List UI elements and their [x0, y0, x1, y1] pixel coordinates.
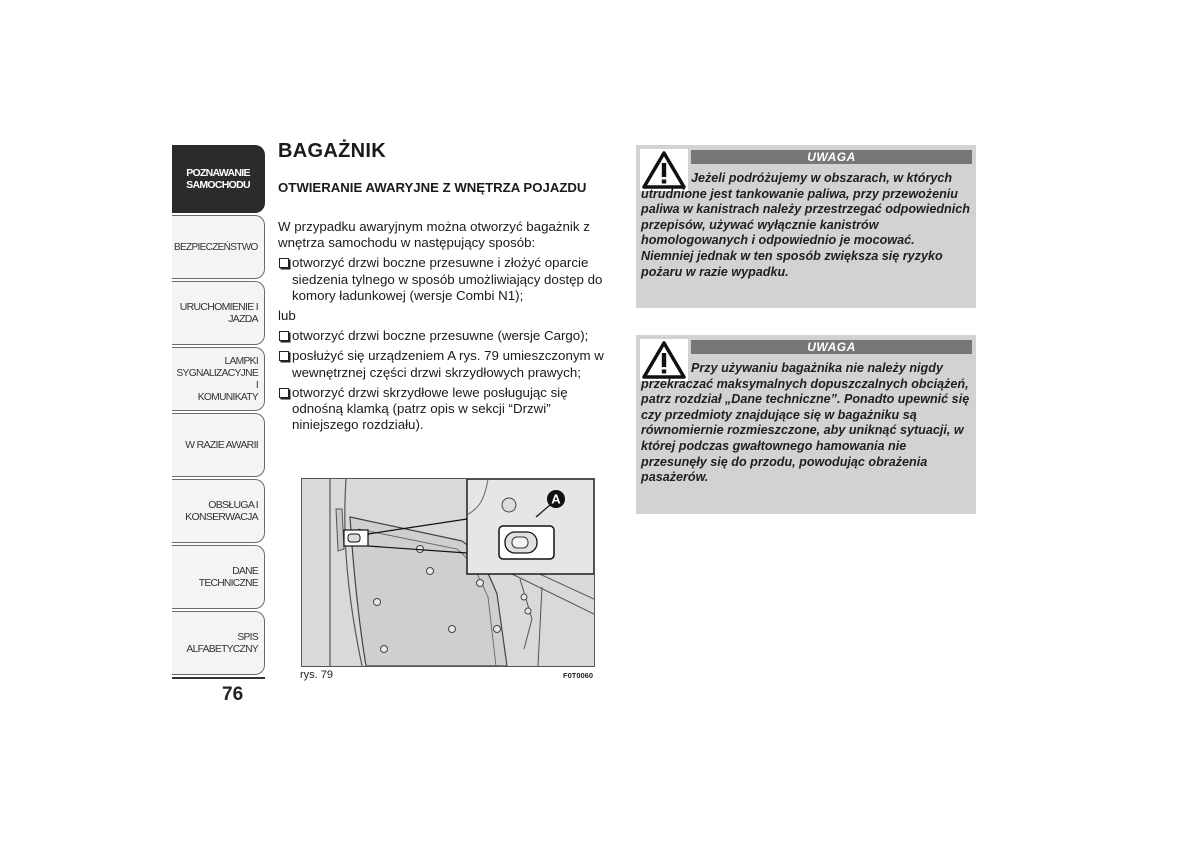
- tab-label: W RAZIE AWARII: [185, 439, 258, 451]
- tab-label: URUCHOMIENIE I JAZDA: [179, 301, 258, 325]
- tabs-bottom-rule: [172, 677, 265, 679]
- checkbox-bullet-icon: [279, 351, 289, 361]
- list-item-text: otworzyć drzwi skrzydłowe lewe posługując się odnośną klamką (patrz opis w sekcji “Drzwi” niniejszego rozdziału).: [292, 384, 568, 433]
- warning-title: UWAGA: [691, 150, 972, 164]
- tab-lampki-sygnalizacyjne[interactable]: [172, 347, 265, 411]
- tab-uruchomienie-i-jazda[interactable]: [172, 281, 265, 345]
- checkbox-bullet-icon: [279, 258, 289, 268]
- warning-text: Jeżeli podróżujemy w obszarach, w których utrudnione jest tankowanie paliwa, przy przewożeniu paliwa w kanistrach należy przestrzegać odpowiednich przepisów, używać wyłącznie kanistrów homologowanych i odpowiednio je mocować. Niemniej jednak w ten sposób zwiększa się ryzyko pożaru w razie wypadku.: [641, 171, 970, 279]
- chapter-tabs: [172, 145, 265, 677]
- tab-label: POZNAWANIE SAMOCHODU: [186, 167, 250, 191]
- list-item-text: otworzyć drzwi boczne przesuwne i złożyć oparcie siedzenia tylnego w sposób umożliwiający dostęp do komory ładunkowej (wersje Combi N1);: [292, 255, 603, 303]
- tab-poznawanie-samochodu[interactable]: [172, 145, 265, 213]
- checkbox-bullet-icon: [279, 388, 289, 398]
- tab-w-razie-awarii[interactable]: [172, 413, 265, 477]
- tab-label: LAMPKI SYGNALIZACYJNE I KOMUNIKATY: [176, 355, 258, 403]
- figure-caption: rys. 79: [300, 669, 334, 681]
- list-item: [278, 328, 620, 344]
- list-item: [278, 385, 620, 434]
- body-text: [278, 219, 620, 437]
- checkbox-bullet-icon: [279, 331, 289, 341]
- list-item-text: otworzyć drzwi boczne przesuwne (wersje Cargo);: [292, 328, 589, 344]
- tab-label: OBSŁUGA I KONSERWACJA: [185, 499, 258, 523]
- tab-label: BEZPIECZEŃSTWO: [174, 241, 258, 253]
- list-item-text: posłużyć się urządzeniem A rys. 79 umieszczonym w wewnętrznej części drzwi skrzydłowych prawych;: [292, 348, 604, 380]
- page-number: 76: [222, 684, 244, 705]
- or-word: lub: [278, 308, 296, 324]
- warning-box-load: [636, 335, 976, 514]
- figure-code: F0T0060: [563, 671, 594, 680]
- door-drawing: [302, 479, 594, 666]
- tab-dane-techniczne[interactable]: [172, 545, 265, 609]
- list-item: [278, 348, 620, 380]
- tab-obsluga-i-konserwacja[interactable]: [172, 479, 265, 543]
- page-title: BAGAŻNIK: [278, 140, 386, 162]
- list-item: [278, 255, 620, 304]
- tab-spis-alfabetyczny[interactable]: [172, 611, 265, 675]
- door-illustration: [301, 478, 595, 667]
- tab-label: SPIS ALFABETYCZNY: [186, 631, 258, 655]
- section-subheading: OTWIERANIE AWARYJNE Z WNĘTRZA POJAZDU: [278, 180, 587, 195]
- tab-bezpieczenstwo[interactable]: [172, 215, 265, 279]
- figure-callout-a: A: [551, 491, 561, 507]
- tab-label: DANE TECHNICZNE: [198, 565, 258, 589]
- intro-paragraph: W przypadku awaryjnym można otworzyć bagażnik z wnętrza samochodu w następujący sposób:: [278, 219, 590, 251]
- warning-text: Przy używaniu bagażnika nie należy nigdy przekraczać maksymalnych dopuszczalnych obciążeń, patrz rozdział „Dane techniczne”. Ponadto upewnić się czy przedmioty znajdujące się w bagażniku są równomiernie rozmieszczone, aby uniknąć sytuacji, w której podczas gwałtownego hamowania nie przesunęły się do przodu, powodując obrażenia pasażerów.: [641, 361, 970, 485]
- warning-title: UWAGA: [691, 340, 972, 354]
- warning-box-fuel: [636, 145, 976, 308]
